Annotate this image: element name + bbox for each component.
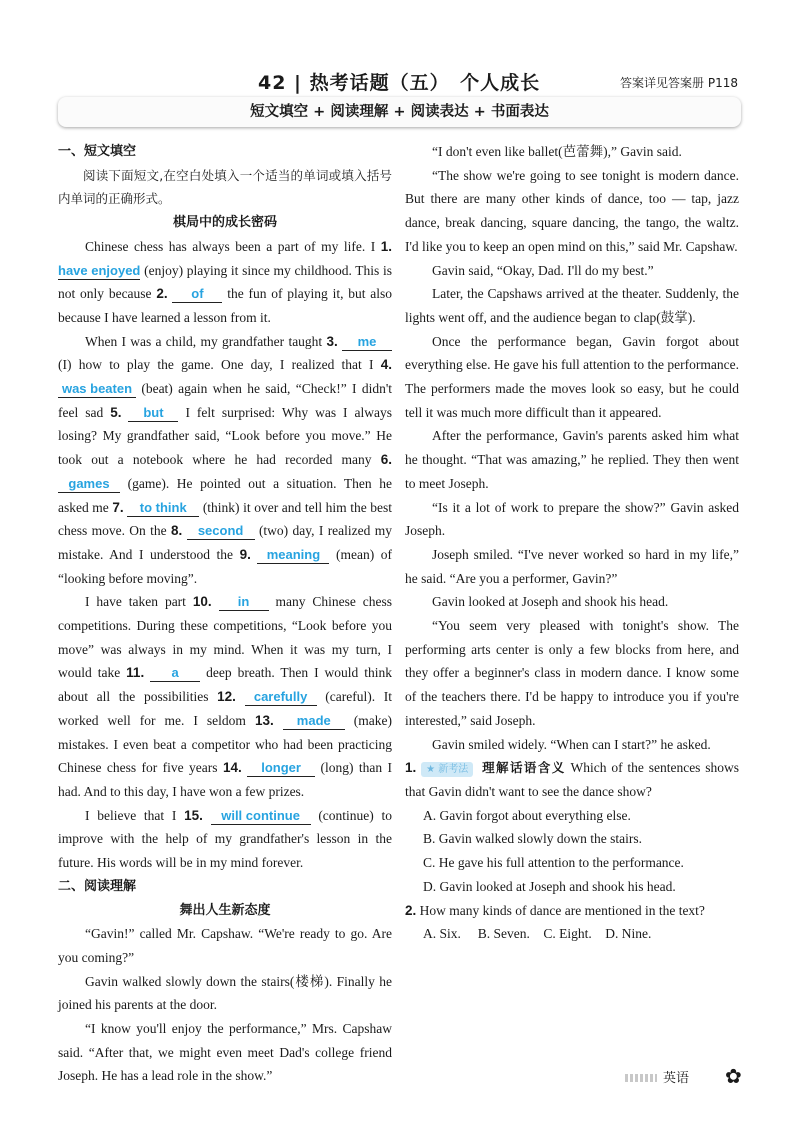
star-icon: ★: [426, 764, 436, 776]
q2-option-b: B. Seven.: [477, 926, 530, 942]
answer-reference: 答案详见答案册 P118: [620, 76, 738, 90]
question-number-2: 2.: [405, 902, 417, 918]
cloze-instruction: 阅读下面短文,在空白处填入一个适当的单词或填入括号内单词的正确形式。: [58, 167, 392, 207]
q2-option-c: C. Eight.: [543, 926, 592, 942]
section-heading-cloze: 一、短文填空: [58, 144, 137, 159]
story-paragraph-5: “The show we're going to see tonight is modern dance. But there are many other kinds of dance, too — tap, jazz dance, break dancing, square dancing, the tango, the waltz. I'd like you to keep an open mind on this,” said Mr. Capshaw.: [405, 167, 739, 254]
answer-blank-4: was beaten: [58, 380, 136, 398]
right-column: [405, 140, 739, 946]
story-paragraph-6: Gavin said, “Okay, Dad. I'll do my best.”: [432, 262, 654, 278]
answer-blank-11: a: [150, 664, 200, 682]
mascot-logo-icon: ✿: [725, 1066, 742, 1088]
story-paragraph-12: Gavin looked at Joseph and shook his head.: [432, 594, 669, 610]
question-2: 2. How many kinds of dance are mentioned in the text?: [405, 902, 705, 918]
blank-number-4: 4.: [380, 357, 393, 373]
answer-blank-14: longer: [247, 759, 315, 777]
blank-number-1: 1.: [380, 238, 393, 254]
blank-number-10: 10.: [192, 594, 212, 610]
q1-option-b: B. Gavin walked slowly down the stairs.: [423, 831, 642, 847]
cloze-paragraph-1: Chinese chess has always been a part of my life. I 1. have enjoyed (enjoy) playing it since my childhood. This is not only because 2. of the fun of playing it, but also because I have learned a lesson from it.: [58, 238, 393, 325]
question-number-1: 1.: [405, 760, 417, 776]
blank-number-14: 14.: [222, 760, 242, 776]
left-column: [58, 140, 392, 1088]
story-paragraph-3: “I know you'll enjoy the performance,” Mrs. Capshaw said. “After that, we might even meet Dad's college friend Joseph. He has a lead role in the show.”: [58, 1021, 392, 1084]
subject-label: 英语: [663, 1071, 690, 1086]
blank-number-12: 12.: [217, 689, 236, 705]
blank-number-3: 3.: [326, 333, 338, 349]
cloze-title: 棋局中的成长密码: [172, 215, 277, 231]
answer-blank-3: me: [342, 333, 392, 351]
blank-number-8: 8.: [170, 523, 183, 539]
skills-banner: 短文填空 + 阅读理解 + 阅读表达 + 书面表达: [58, 97, 741, 127]
story-paragraph-14: Gavin smiled widely. “When can I start?” he asked.: [432, 736, 711, 752]
story-paragraph-8: Once the performance began, Gavin forgot about everything else. He gave his full attention to the performance. The performers made the moves look so easy, but he could tell it was much more difficult than it appeared.: [405, 333, 740, 420]
story-paragraph-9: After the performance, Gavin's parents asked him what he thought. “That was amazing,” he replied. They then went to meet Joseph.: [405, 428, 739, 491]
q1-option-c: C. He gave his full attention to the performance.: [423, 855, 684, 871]
cloze-paragraph-2: When I was a child, my grandfather taught 3. me (I) how to play the game. One day, I realized that I 4. was beaten (beat) again when he said, “Check!” I didn't feel sad 5. but I felt surprised: Why was I always losing? My grandfather said, “Look before you move.” He took out a notebook where he had recorded many 6. games (game). He pointed out a situation. Then he asked me 7. to think (think) it over and tell him the best chess move. On the 8. second (two) day, I realized my mistake. And I understood the 9. meaning (mean) of “looking before moving”.: [58, 333, 393, 586]
cloze-paragraph-4: I believe that I 15. will continue (continue) to improve with the help of my grandfather's lesson in the future. His words will be in my mind forever.: [58, 807, 393, 871]
story-paragraph-4: “I don't even like ballet(芭蕾舞),” Gavin said.: [432, 144, 682, 159]
section-heading-reading: 二、阅读理解: [58, 878, 137, 894]
footer-decoration: [625, 1074, 657, 1082]
blank-number-2: 2.: [156, 286, 168, 302]
answer-blank-8: second: [187, 522, 255, 540]
question-1: 1. ★ 新考法 理解话语含义 Which of the sentences shows that Gavin didn't want to see the dance show?: [405, 760, 740, 799]
q2-option-d: D. Nine.: [605, 926, 652, 942]
q1-option-d: D. Gavin looked at Joseph and shook his head.: [423, 878, 676, 894]
reading-title: 舞出人生新态度: [179, 902, 271, 918]
answer-blank-7: to think: [127, 499, 199, 517]
answer-blank-12: carefully: [245, 688, 317, 706]
blank-number-5: 5.: [110, 404, 122, 420]
story-paragraph-2: Gavin walked slowly down the stairs(楼梯). Finally he joined his parents at the door.: [58, 973, 392, 1013]
answer-blank-10: in: [219, 593, 269, 611]
cloze-paragraph-3: I have taken part 10. in many Chinese chess competitions. During these competitions, “Look before you move” was always in my mind. When it was my turn, I would take 11. a deep breath. Then I would think about all the possibilities 12. carefully (careful). It worked well for me. I seldom 13. made (make) mistakes. I even beat a competitor who had been practicing Chinese chess for five years 14. longer (long) than I had. And to this day, I have won a few prizes.: [58, 594, 393, 799]
story-paragraph-7: Later, the Capshaws arrived at the theater. Suddenly, the lights went off, and the audience began to clap(鼓掌).: [405, 286, 739, 325]
new-format-badge: ★ 新考法: [421, 762, 473, 777]
q2-options: [405, 922, 739, 946]
answer-blank-13: made: [283, 712, 345, 730]
answer-blank-15: will continue: [211, 807, 311, 825]
answer-blank-2: of: [172, 285, 222, 303]
page-footer: [625, 1064, 765, 1090]
page-title: 42 | 热考话题（五） 个人成长: [258, 72, 541, 94]
blank-number-15: 15.: [184, 807, 203, 823]
story-paragraph-1: “Gavin!” called Mr. Capshaw. “We're ready to go. Are you coming?”: [58, 926, 392, 965]
answer-blank-9: meaning: [257, 546, 329, 564]
blank-number-13: 13.: [254, 712, 274, 728]
answer-blank-6: games: [58, 475, 120, 493]
blank-number-11: 11.: [126, 665, 145, 681]
blank-number-7: 7.: [112, 499, 124, 515]
story-paragraph-13: “You seem very pleased with tonight's show. The performing arts center is only a few blocks from here, and they offer a beginner's class in modern dance. I know some of the teachers there. I'd be happy to introduce you if you're interested,” said Joseph.: [405, 618, 739, 728]
answer-blank-5: but: [128, 404, 178, 422]
blank-number-9: 9.: [239, 546, 251, 562]
answer-blank-1: have enjoyed: [58, 262, 141, 278]
q1-option-a: A. Gavin forgot about everything else.: [423, 807, 631, 823]
story-paragraph-11: Joseph smiled. “I've never worked so hard in my life,” he said. “Are you a performer, Gavin?”: [405, 546, 739, 586]
story-paragraph-10: “Is it a lot of work to prepare the show?” Gavin asked Joseph.: [405, 499, 739, 539]
blank-number-6: 6.: [380, 452, 392, 468]
q2-option-a: A. Six.: [423, 926, 461, 942]
question-type-label: 理解话语含义: [482, 760, 566, 776]
